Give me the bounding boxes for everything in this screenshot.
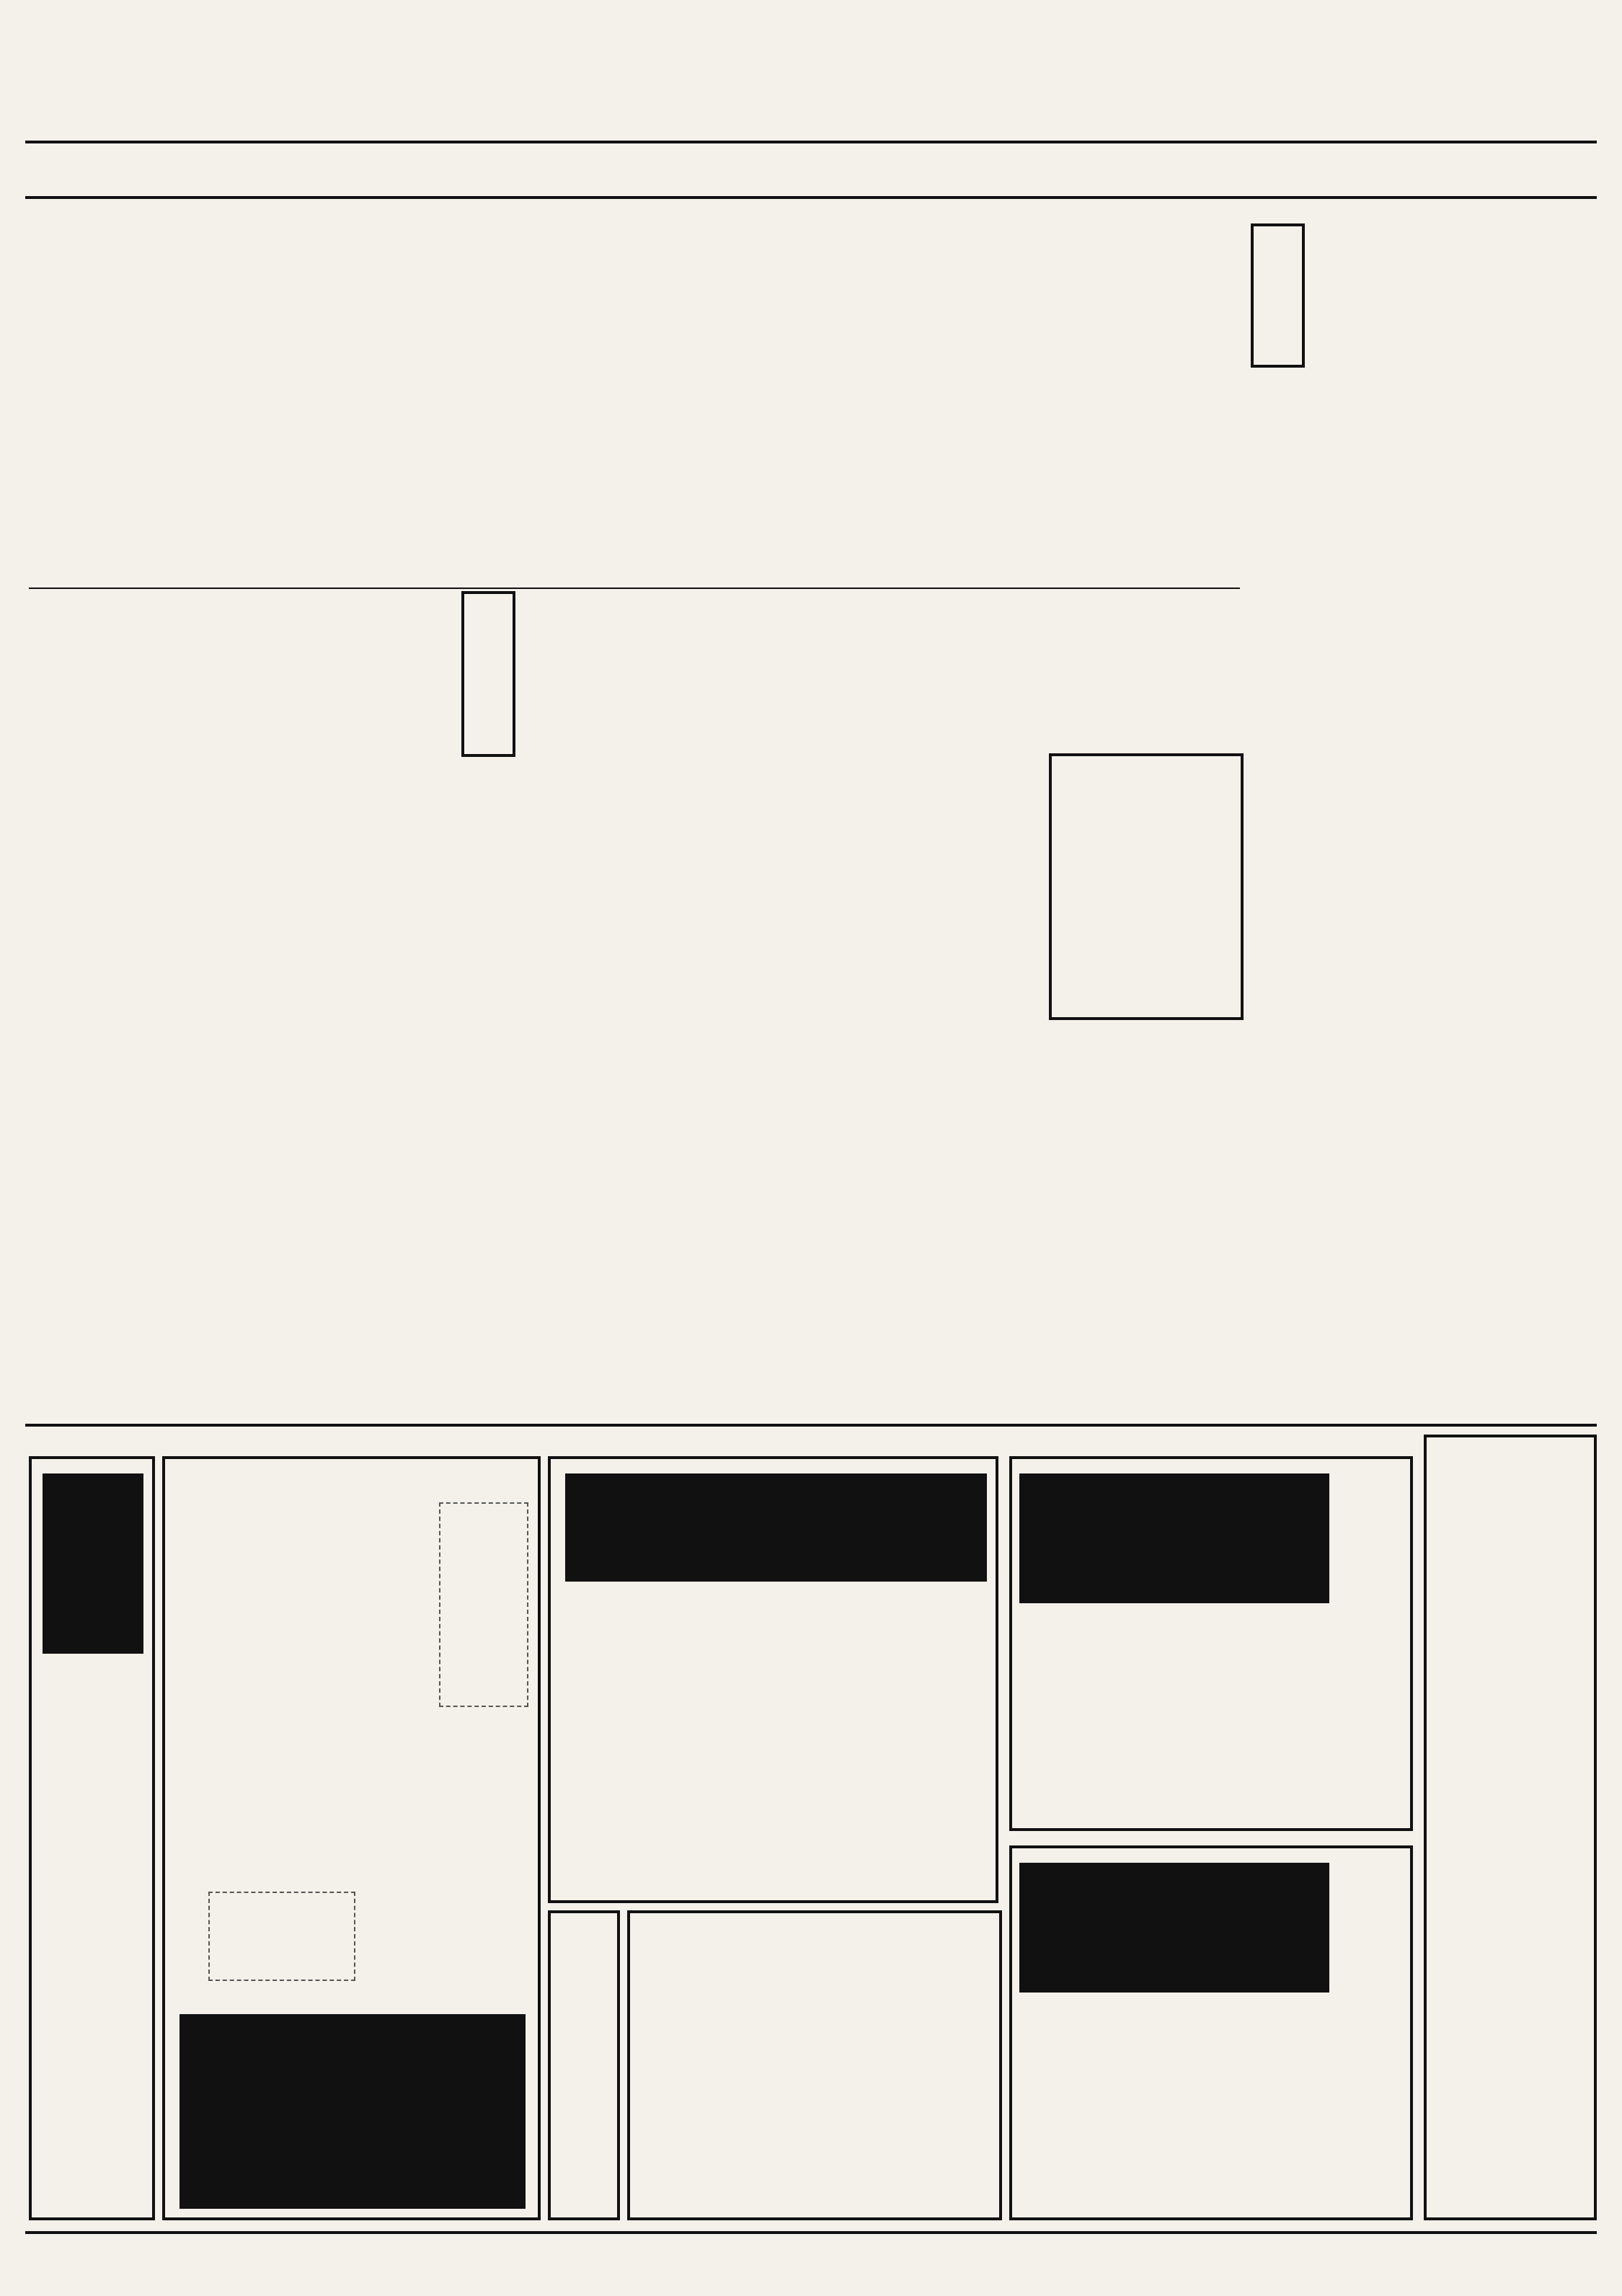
hunan-tongzhi-body [29,216,649,577]
huangse-ad[interactable] [548,1456,998,1903]
masthead-rule-top [25,141,1597,143]
luyitai-ad[interactable] [1009,1845,1413,2220]
yaodeneng-ad[interactable] [162,1456,541,2220]
yaodeneng-banner [180,2014,526,2209]
airplane-illustration [208,1892,355,1981]
tongjian-title [1254,226,1265,238]
huangse-body [565,1596,987,1892]
bumian-box [1049,753,1244,1020]
fusang-title-box [461,591,515,757]
buxindan-name-band [1019,1473,1329,1603]
tongjian-title-box [1251,223,1305,368]
mid-rule-1 [29,588,1240,589]
man-illustration [439,1502,528,1707]
fusang-body [29,598,425,1117]
yanbing-ad[interactable] [29,1456,155,2220]
bumian-body [1059,767,1196,1005]
col-text-lower-left [29,1125,757,1413]
hunan-tongzhi-body-2 [526,598,757,1117]
buxindan-ad[interactable] [1009,1456,1413,1831]
fusang-title [464,594,476,611]
tongjian-body [771,216,1233,577]
yanbing-body [39,1668,118,2187]
luyitai-name-band [1019,1863,1329,1993]
masthead-rule-bottom [25,196,1597,199]
col-text-right [1251,598,1597,1117]
recruit-notice [1507,205,1593,580]
bottom-rule [25,2231,1597,2234]
recruit-body [1413,213,1507,573]
yanbing-name [43,1473,143,1654]
ads-rule [25,1424,1597,1427]
huangse-name-band [565,1473,987,1582]
masthead [29,144,1593,195]
col-text-lower [764,1024,1240,1413]
dalu-ad[interactable] [627,1910,1002,2220]
jiangzong-ad [1424,1435,1597,2220]
chenzhiyuan-ad [548,1910,620,2220]
